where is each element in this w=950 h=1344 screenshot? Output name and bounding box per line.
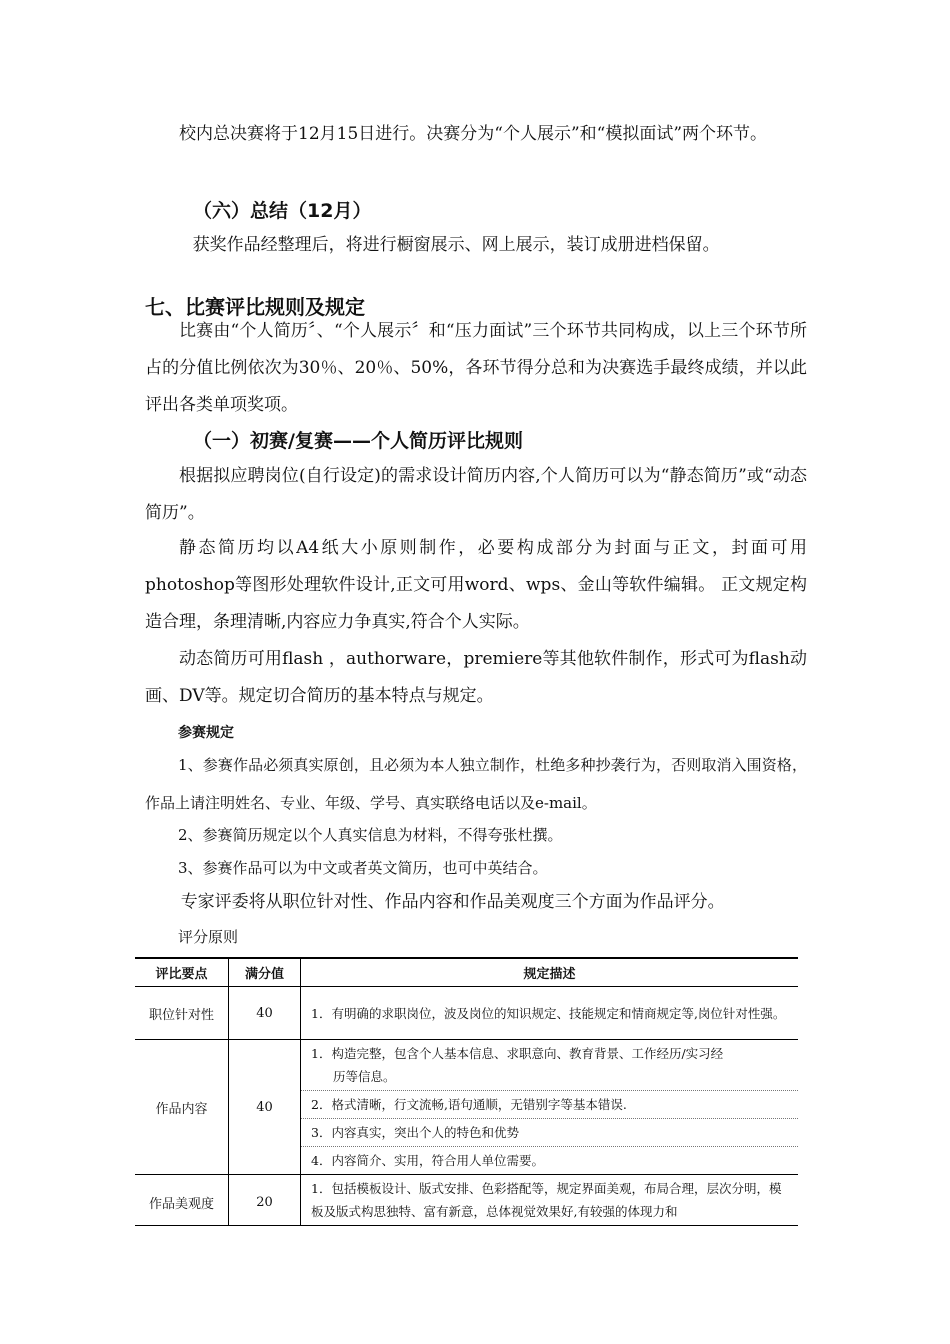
paragraph-dynamic-resume: 动态简历可用flash ，authorware，premiere等其他软件制作，形式可为flash动画、DV等。规定切合简历的基本特点与规定。 [145,649,807,706]
cell-description [301,1040,799,1175]
table-header-row [135,958,798,987]
header-item: 评比要点 [135,958,229,987]
rule-1: 1、参赛作品必须真实原创，且必须为本人独立制作，杜绝多种抄袭行为，否则取消入围资格，作品上请注明姓名、专业、年级、学号、真实联络电话以及e-mail。 [145,756,807,812]
cell-score: 40 [229,1040,301,1175]
cell-item: 作品美观度 [135,1175,229,1226]
table-row [135,987,798,1040]
cell-description [301,1175,799,1226]
cell-item: 职位针对性 [135,987,229,1040]
scoring-table [135,957,798,1226]
table-row [135,1040,798,1175]
heading-summary: （六）总结（12月） [193,200,372,222]
cell-score: 20 [229,1175,301,1226]
header-score: 满分值 [229,958,301,987]
rule-3: 3、参赛作品可以为中文或者英文简历，也可中英结合。 [178,859,548,877]
heading-rules: 七、比赛评比规则及规定 [145,295,365,319]
description-line: 1．包括模板设计、版式安排、色彩搭配等，规定界面美观，布局合理，层次分明，模板及版式构思独特、富有新意，总体视觉效果好,有较强的体现力和 [311,1181,782,1219]
paragraph-judges: 专家评委将从职位针对性、作品内容和作品美观度三个方面为作品评分。 [180,892,725,912]
paragraph-final-schedule: 校内总决赛将于12月15日进行。决赛分为“个人展示”和“模拟面试”两个环节。 [179,124,768,144]
cell-item: 作品内容 [135,1040,229,1175]
header-description: 规定描述 [301,958,799,987]
heading-resume-rules: （一）初赛/复赛——个人简历评比规则 [193,430,523,452]
heading-participation-rules: 参赛规定 [178,725,234,741]
rule-2: 2、参赛简历规定以个人真实信息为材料，不得夸张杜撰。 [178,826,563,844]
description-text-cont: 历等信息。 [333,1069,396,1084]
paragraph-resume-types: 根据拟应聘岗位(自行设定)的需求设计简历内容,个人简历可以为“静态简历”或“动态简历”。 [145,466,807,523]
paragraph-competition-structure: 比赛由“个人简历〞、“个人展示〞和“压力面试”三个环节共同构成，以上三个环节所占的分值比例依次为30％、20％、50%，各环节得分总和为决赛选手最终成绩，并以此评出各类单项奖项。 [145,321,807,415]
paragraph-summary: 获奖作品经整理后，将进行橱窗展示、网上展示，装订成册进档保留。 [192,235,720,255]
description-line: 4．内容简介、实用，符合用人单位需要。 [311,1153,544,1168]
description-line [301,1040,798,1091]
paragraph-static-resume: 静态简历均以A4纸大小原则制作，必要构成部分为封面与正文，封面可用photoshop等图形处理软件设计,正文可用word、wps、金山等软件编辑。 正文规定构造合理，条理清晰,内容应力争真实,符合个人实际。 [145,538,807,632]
description-line: 3．内容真实，突出个人的特色和优势 [301,1119,798,1147]
caption-scoring: 评分原则 [178,928,239,946]
description-line: 1．有明确的求职岗位，波及岗位的知识规定、技能规定和情商规定等,岗位针对性强。 [311,1005,786,1021]
cell-description [301,987,799,1040]
description-line: 2．格式清晰，行文流畅,语句通顺，无错别字等基本错误. [301,1091,798,1119]
description-text: 1．构造完整，包含个人基本信息、求职意向、教育背景、工作经历/实习经 [311,1046,724,1061]
table-row [135,1175,798,1226]
cell-score: 40 [229,987,301,1040]
